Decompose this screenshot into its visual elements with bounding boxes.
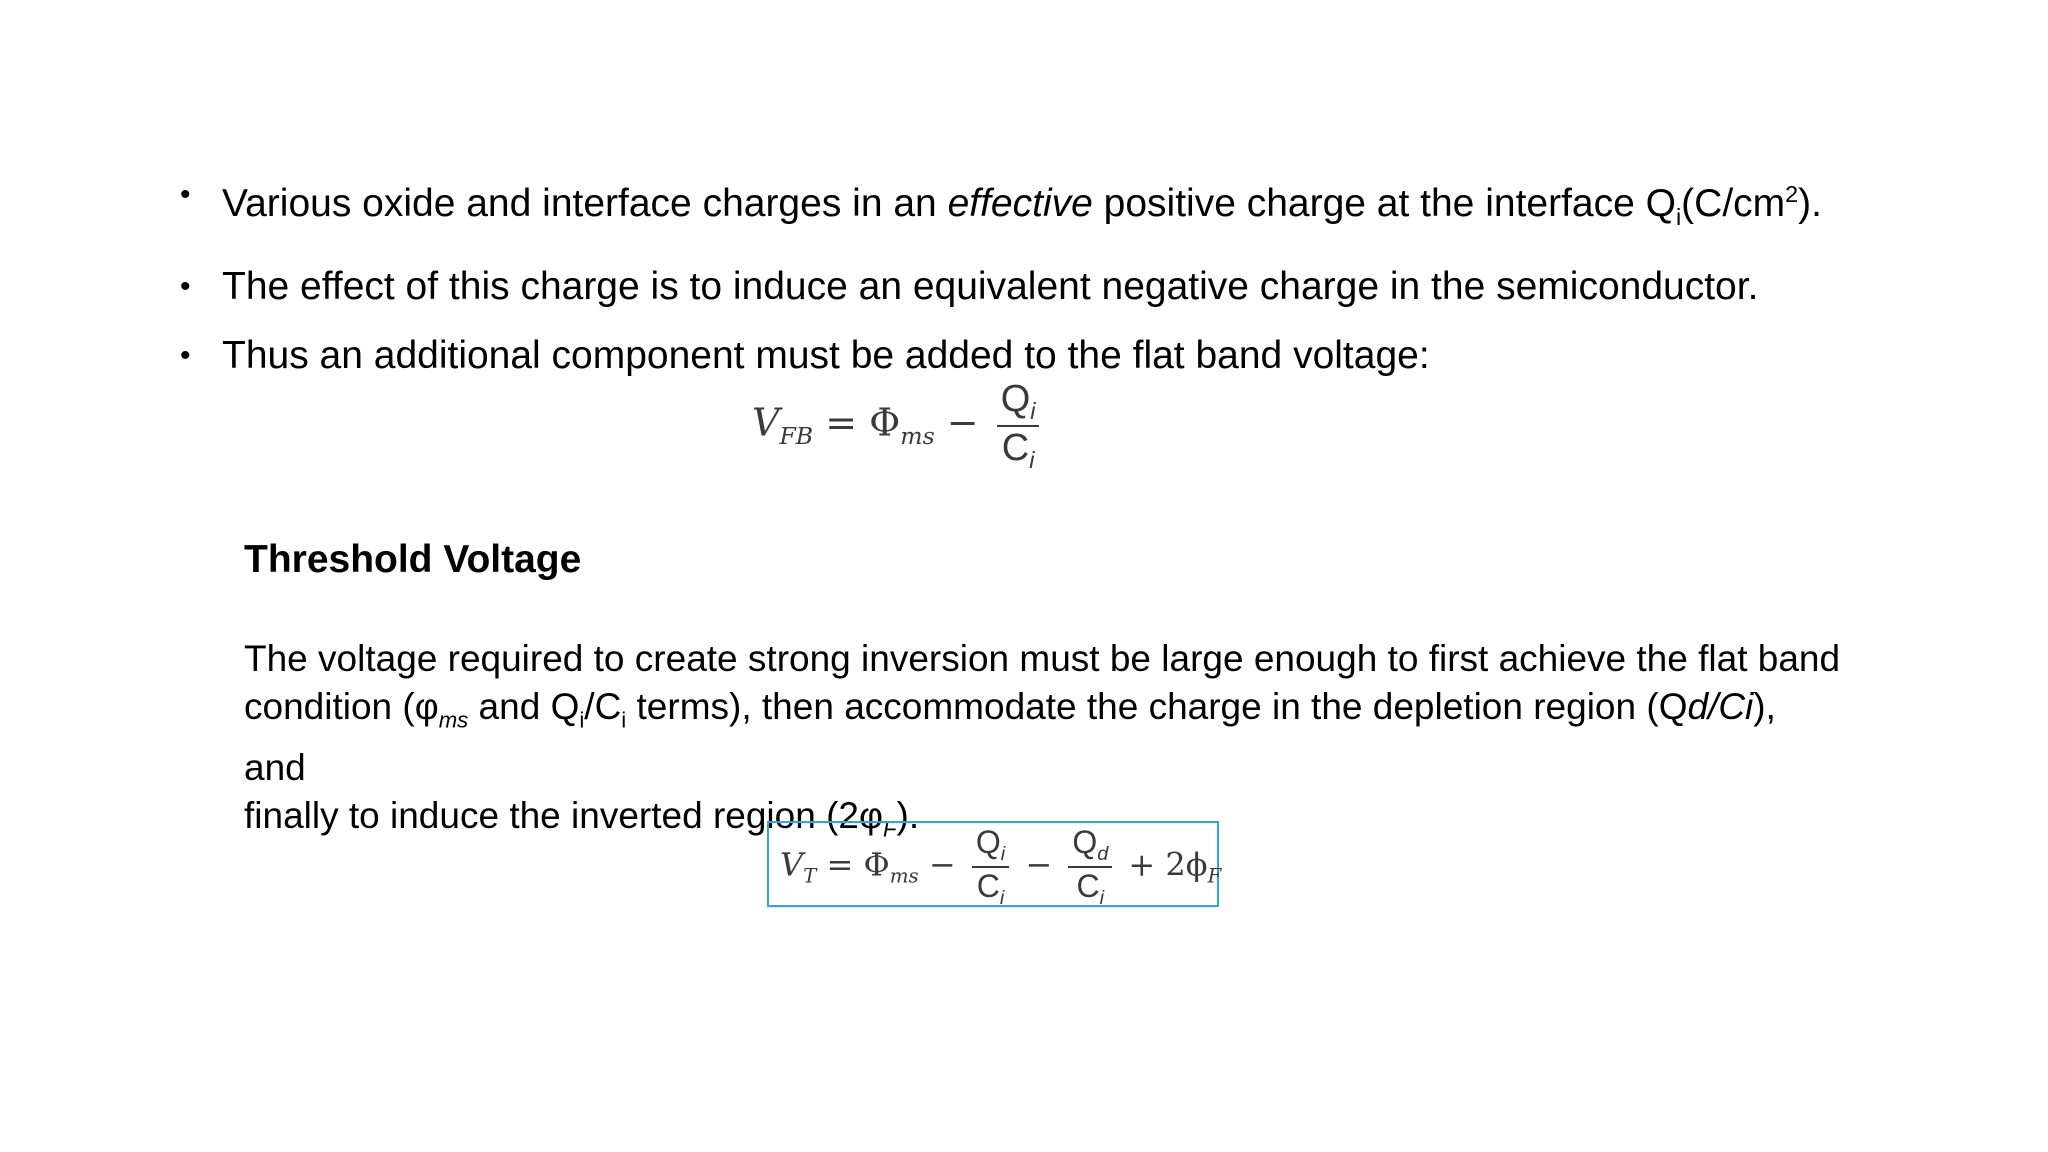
eq-denominator: C (1076, 867, 1100, 904)
paragraph-line: finally to induce the inverted region $(2\varphi_F)$. (244, 795, 920, 842)
subscript: i (1675, 203, 1682, 230)
eq-subscript: i (1029, 447, 1035, 474)
eq-symbol: = Φ (813, 400, 901, 445)
bullet-text: (C/cm (1681, 182, 1786, 225)
bullet-text: Various oxide and interface charges in an (222, 182, 948, 225)
eq-symbol: V (752, 400, 780, 445)
superscript: 2 (1785, 181, 1799, 207)
eq-operator: + 2ϕ (1118, 845, 1208, 884)
eq-symbol: V (780, 845, 804, 884)
paragraph-line: condition ($\varphi_{ms}$ and $Q_i/C_i$ terms), then accommodate the charge in the depletion region (Qd/Ci), and (244, 686, 1776, 789)
eq-fraction (1068, 824, 1112, 910)
bullet-dot-icon: • (180, 338, 191, 372)
paragraph-line: The voltage required to create strong inversion must be large enough to first achieve the flat band (244, 638, 1841, 679)
bullet-text: The effect of this charge is to induce an equivalent negative charge in the semiconductor. (222, 264, 1759, 308)
bullet-text: positive charge at the interface Q (1092, 182, 1676, 225)
bullet-item (180, 321, 1980, 390)
section-heading: Threshold Voltage (244, 538, 582, 581)
eq-subscript: FB (779, 421, 814, 450)
eq-operator: − (1015, 845, 1063, 884)
bullet-item (180, 252, 1980, 321)
bullet-list (180, 160, 1980, 390)
eq-subscript: i (1000, 842, 1006, 865)
bullet-text: Thus an additional component must be added to the flat band voltage: (222, 333, 1430, 377)
eq-operator: − (918, 845, 966, 884)
eq-subscript: i (999, 886, 1005, 909)
eq-numerator: Q (1000, 378, 1031, 420)
eq-denominator: C (1001, 427, 1030, 470)
threshold-equation (780, 824, 1221, 910)
eq-symbol: = Φ (816, 845, 890, 884)
eq-subscript: ms (889, 864, 919, 888)
bullet-item (180, 160, 1980, 252)
eq-operator: − (934, 400, 991, 445)
eq-subscript: T (803, 864, 817, 888)
bullet-dot-icon: • (180, 178, 191, 211)
eq-denominator: C (976, 867, 1000, 904)
flat-band-equation (752, 378, 1045, 474)
eq-subscript: i (1030, 398, 1036, 425)
eq-subscript: d (1097, 842, 1109, 865)
eq-fraction (997, 378, 1040, 474)
bullet-dot-icon: • (180, 269, 191, 303)
eq-subscript: i (1099, 886, 1105, 909)
eq-subscript: F (1207, 864, 1222, 888)
eq-fraction (972, 824, 1009, 910)
bullet-text: ). (1798, 182, 1822, 225)
eq-subscript: ms (900, 421, 935, 450)
eq-numerator: Q (1072, 824, 1098, 860)
emphasis-text: effective (947, 182, 1093, 225)
eq-numerator: Q (975, 824, 1001, 860)
